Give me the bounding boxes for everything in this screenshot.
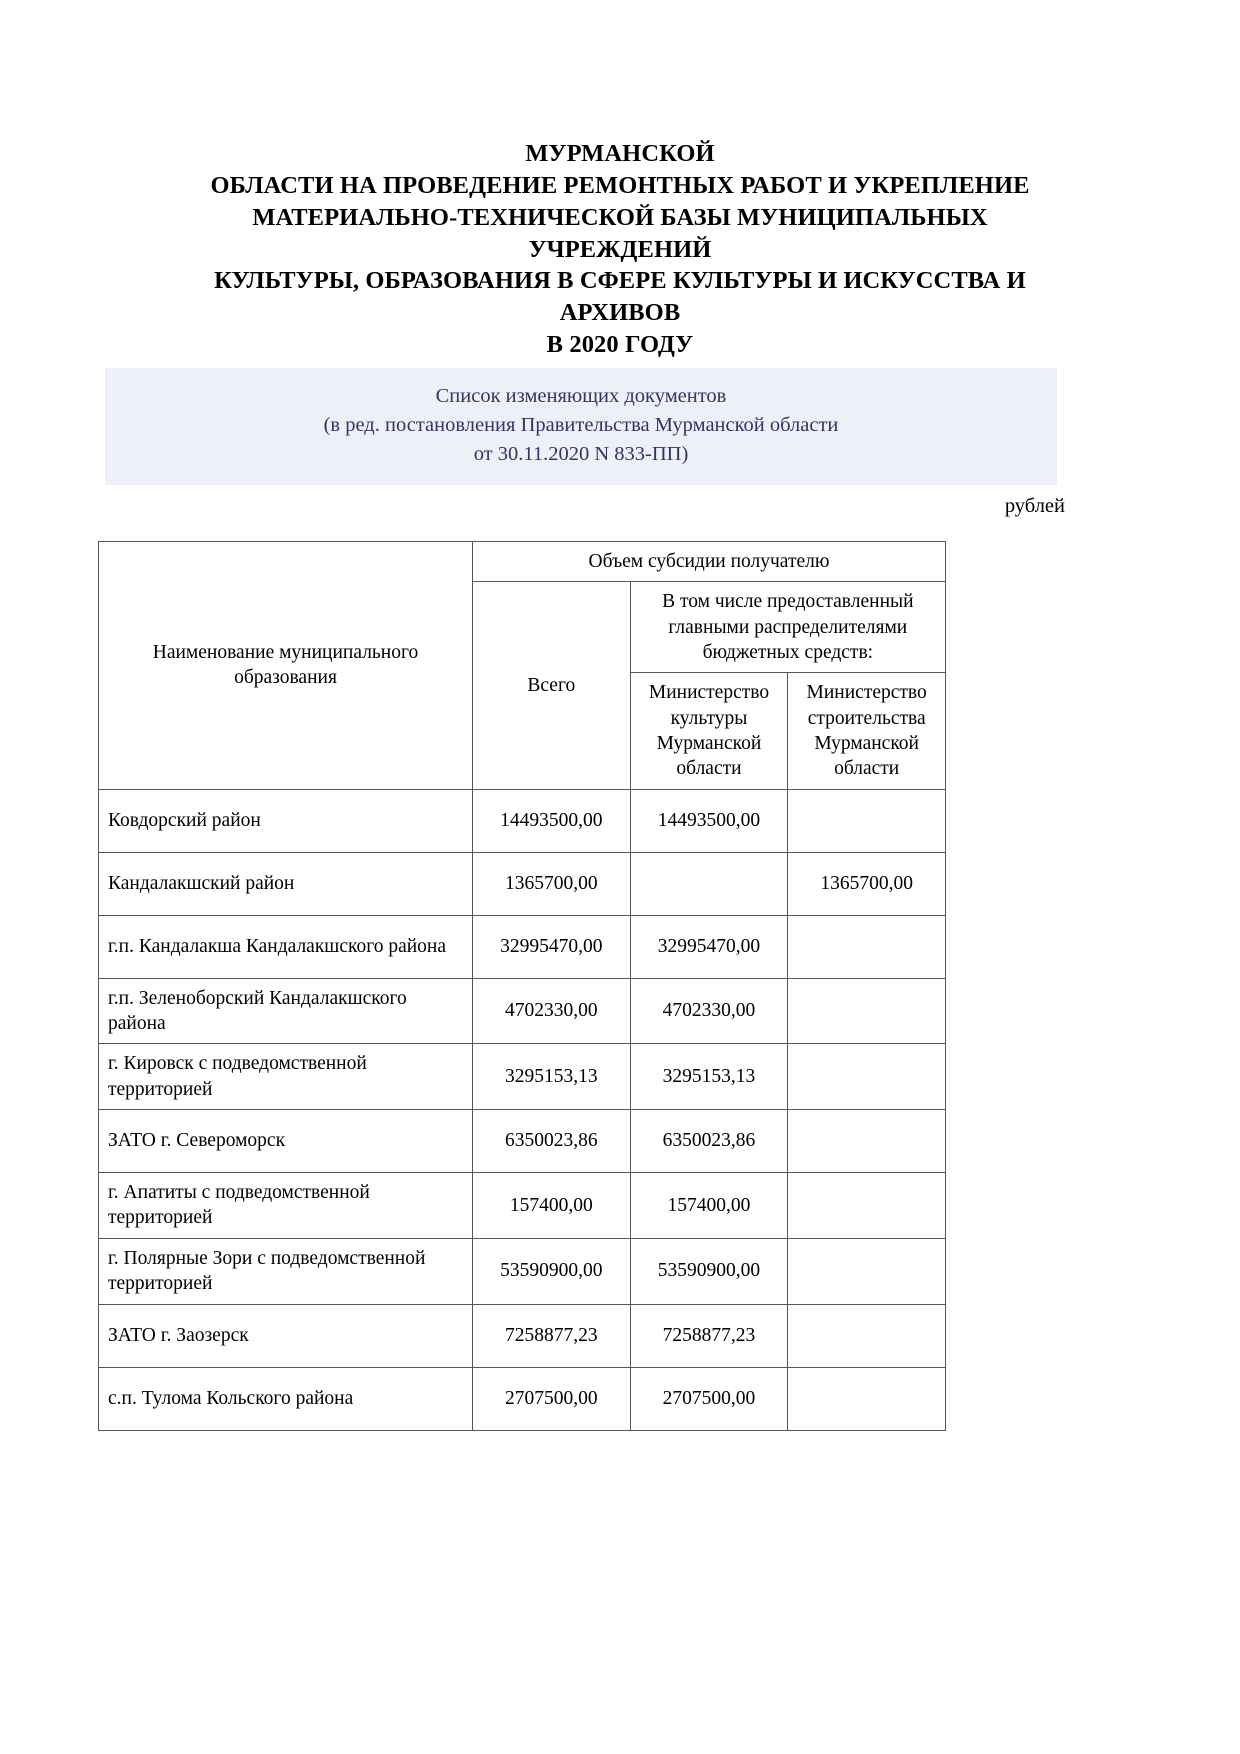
cell-municipality-name: ЗАТО г. Заозерск xyxy=(99,1304,473,1367)
table-head xyxy=(99,542,946,790)
cell-ministry-construction xyxy=(788,978,946,1044)
cell-ministry-culture: 7258877,23 xyxy=(630,1304,788,1367)
table-row xyxy=(99,852,946,915)
cell-municipality-name: с.п. Тулома Кольского района xyxy=(99,1367,473,1430)
table-body xyxy=(99,789,946,1430)
table-row xyxy=(99,978,946,1044)
changes-notice-line-2: (в ред. постановления Правительства Мурманской области xyxy=(323,414,839,437)
cell-total: 4702330,00 xyxy=(473,978,631,1044)
cell-total: 6350023,86 xyxy=(473,1110,631,1173)
table-row xyxy=(99,1044,946,1110)
title-line-1: МУРМАНСКОЙ xyxy=(525,140,715,167)
cell-total: 3295153,13 xyxy=(473,1044,631,1110)
table-header-row-1 xyxy=(99,542,946,582)
cell-ministry-construction xyxy=(788,1238,946,1304)
cell-ministry-construction xyxy=(788,1304,946,1367)
title-line-4: УЧРЕЖДЕНИЙ xyxy=(528,235,712,263)
cell-ministry-culture: 6350023,86 xyxy=(630,1110,788,1173)
title-line-6: АРХИВОВ xyxy=(559,299,681,327)
cell-municipality-name: г. Апатиты с подведомственной территорией xyxy=(99,1173,473,1239)
cell-total: 157400,00 xyxy=(473,1173,631,1239)
header-ministry-culture: Министерство культуры Мурманской области xyxy=(630,673,788,789)
title-line-3: МАТЕРИАЛЬНО-ТЕХНИЧЕСКОЙ БАЗЫ МУНИЦИПАЛЬНЫХ xyxy=(252,203,988,231)
changes-notice-line-3: от 30.11.2020 N 833-ПП) xyxy=(473,443,689,466)
cell-total: 32995470,00 xyxy=(473,915,631,978)
cell-ministry-construction xyxy=(788,1044,946,1110)
title-line-2: ОБЛАСТИ НА ПРОВЕДЕНИЕ РЕМОНТНЫХ РАБОТ И УКРЕПЛЕНИЕ xyxy=(210,171,1030,199)
header-volume-group: Объем субсидии получателю xyxy=(473,542,946,582)
cell-municipality-name: Кандалакшский район xyxy=(99,852,473,915)
page-title xyxy=(0,0,1240,361)
cell-ministry-construction: 1365700,00 xyxy=(788,852,946,915)
cell-total: 7258877,23 xyxy=(473,1304,631,1367)
units-label: рублей xyxy=(1004,495,1065,517)
cell-municipality-name: г. Кировск с подведомственной территорией xyxy=(99,1044,473,1110)
cell-total: 53590900,00 xyxy=(473,1238,631,1304)
header-distributors-group: В том числе предоставленный главными распределителями бюджетных средств: xyxy=(630,582,945,673)
cell-municipality-name: г.п. Кандалакша Кандалакшского района xyxy=(99,915,473,978)
table-row xyxy=(99,915,946,978)
cell-total: 1365700,00 xyxy=(473,852,631,915)
cell-ministry-construction xyxy=(788,789,946,852)
cell-ministry-culture: 157400,00 xyxy=(630,1173,788,1239)
cell-municipality-name: г. Полярные Зори с подведомственной территорией xyxy=(99,1238,473,1304)
table-row xyxy=(99,789,946,852)
cell-ministry-culture: 14493500,00 xyxy=(630,789,788,852)
title-line-7: В 2020 ГОДУ xyxy=(546,331,694,359)
cell-ministry-culture xyxy=(630,852,788,915)
cell-ministry-culture: 3295153,13 xyxy=(630,1044,788,1110)
cell-ministry-construction xyxy=(788,915,946,978)
cell-ministry-construction xyxy=(788,1110,946,1173)
cell-ministry-construction xyxy=(788,1367,946,1430)
changes-notice-box xyxy=(105,368,1057,485)
cell-total: 14493500,00 xyxy=(473,789,631,852)
cell-municipality-name: ЗАТО г. Североморск xyxy=(99,1110,473,1173)
cell-ministry-culture: 4702330,00 xyxy=(630,978,788,1044)
cell-total: 2707500,00 xyxy=(473,1367,631,1430)
header-ministry-construction: Министерство строительства Мурманской области xyxy=(788,673,946,789)
table-row xyxy=(99,1367,946,1430)
cell-ministry-culture: 53590900,00 xyxy=(630,1238,788,1304)
cell-ministry-culture: 32995470,00 xyxy=(630,915,788,978)
cell-ministry-construction xyxy=(788,1173,946,1239)
title-line-5: КУЛЬТУРЫ, ОБРАЗОВАНИЯ В СФЕРЕ КУЛЬТУРЫ И ИСКУССТВА И xyxy=(214,267,1026,295)
cell-municipality-name: г.п. Зеленоборский Кандалакшского района xyxy=(99,978,473,1044)
table-row xyxy=(99,1238,946,1304)
table-row xyxy=(99,1110,946,1173)
header-municipality-name: Наименование муниципального образования xyxy=(99,542,473,790)
changes-notice-line-1: Список изменяющих документов xyxy=(435,385,727,407)
cell-municipality-name: Ковдорский район xyxy=(99,789,473,852)
table-row xyxy=(99,1173,946,1239)
cell-ministry-culture: 2707500,00 xyxy=(630,1367,788,1430)
subsidy-table xyxy=(98,541,946,1431)
subsidy-table-wrapper xyxy=(98,541,946,1431)
table-row xyxy=(99,1304,946,1367)
header-total: Всего xyxy=(473,582,631,789)
